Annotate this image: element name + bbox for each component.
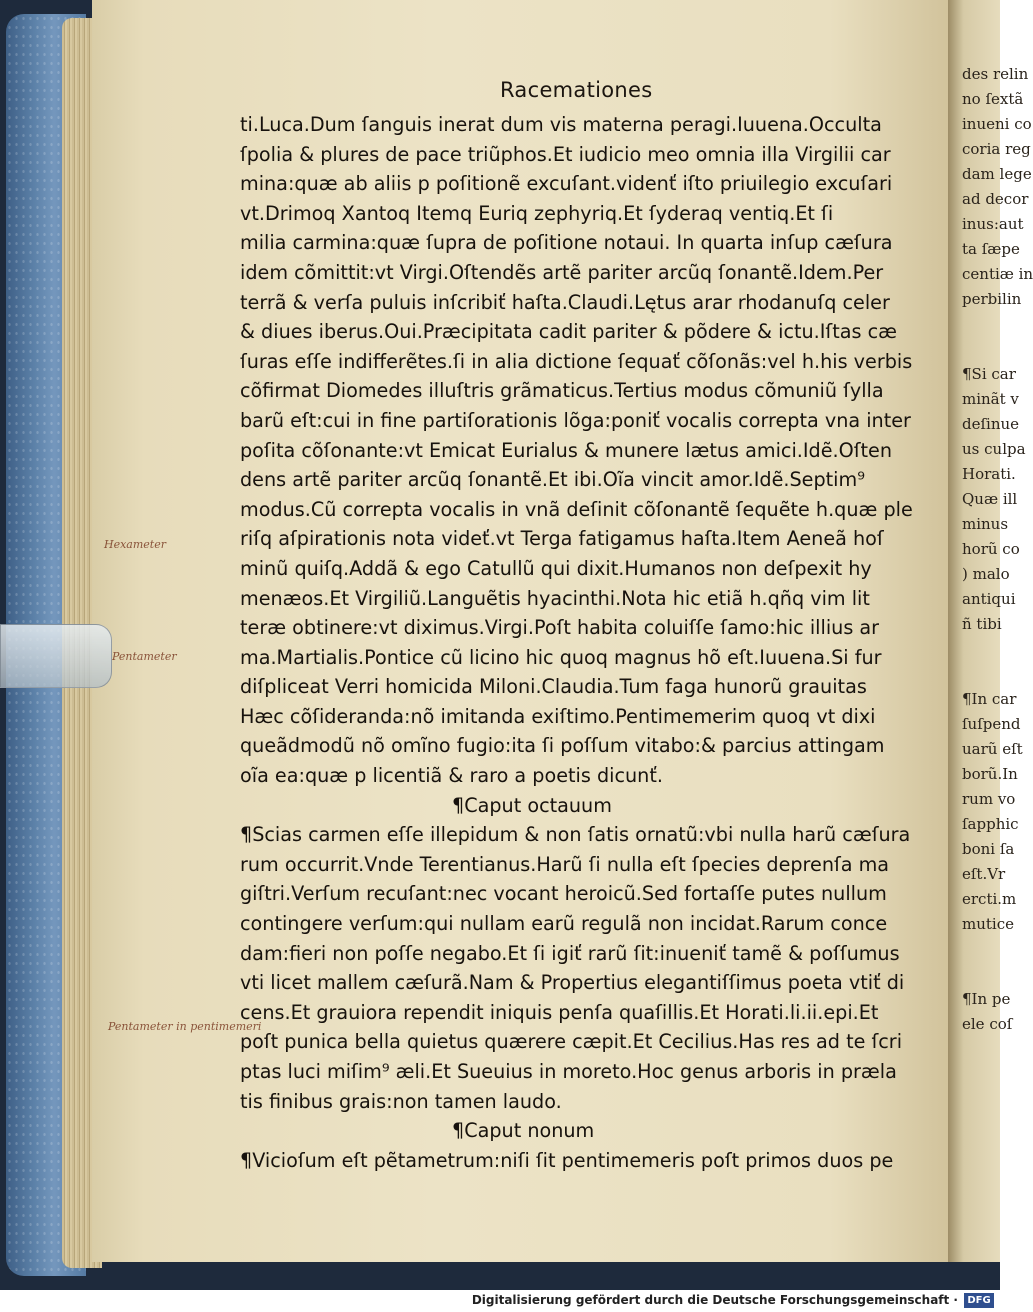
text-line: ¶In car xyxy=(962,690,1017,708)
text-line: diſpliceat Verri homicida Miloni.Claudia.Tum faga hunorũ grauitas xyxy=(240,675,867,699)
text-line: vti licet mallem cæſurã.Nam & Propertius elegantiſſimus poeta vtiť di xyxy=(240,971,905,995)
text-line: modus.Cũ correpta vocalis in vnã deſinit cõſonantẽ ſequẽte h.quæ ple xyxy=(240,497,913,521)
main-text xyxy=(240,110,913,1175)
text-line: rum occurrit.Vnde Terentianus.Harũ ſi nulla eſt ſpecies deprenſa ma xyxy=(240,852,890,876)
text-line: ſapphic xyxy=(962,815,1019,833)
text-line: ercti.m xyxy=(962,890,1017,908)
text-line: poſt punica bella quietus quærere cæpit.Et Cecilius.Has res ad te ſcri xyxy=(240,1030,903,1054)
paragraph-chapter-8 xyxy=(240,820,911,1116)
text-line: ſuras eſſe indifferẽtes.ſi in alia dictione ſequať cõſonãs:vel h.his verbis xyxy=(240,349,913,373)
text-line: dam lege xyxy=(962,165,1032,183)
chapter-heading-8: ¶Caput octauum xyxy=(452,793,612,817)
marginal-note: Hexameter xyxy=(104,538,166,551)
text-line: ta ſæpe xyxy=(962,240,1020,258)
funding-credit: Digitalisierung gefördert durch die Deutsche Forschungsgemeinschaft · xyxy=(471,1293,958,1307)
text-line: riſq aſpirationis nota videť.vt Terga fatigamus haſta.Item Aeneã hoſ xyxy=(240,527,884,551)
text-line: & diues iberus.Oui.Præcipitata cadit pariter & põdere & ictu.Iſtas cæ xyxy=(240,320,897,344)
text-line: rum vo xyxy=(962,790,1016,808)
text-line: ptas luci miſim⁹ æli.Et Sueuius in moreto.Hoc genus arboris in præla xyxy=(240,1060,897,1083)
text-line: uarũ eſt xyxy=(962,740,1023,758)
text-line: minũ quiſq.Addã & ego Catullũ qui dixit.Humanos non deſpexit hy xyxy=(240,556,872,580)
text-line: Quæ ill xyxy=(962,490,1018,508)
chapter-heading-9: ¶Caput nonum xyxy=(452,1119,595,1143)
text-line: poſita cõſonante:vt Emicat Eurialus & munere lætus amici.Idẽ.Oſten xyxy=(240,438,892,462)
text-line: tis finibus grais:non tamen laudo. xyxy=(240,1089,562,1113)
facing-page-text xyxy=(948,0,1033,1037)
text-line: dam:fieri non poſſe negabo.Et ſi igiť rarũ ſit:inueniť tamẽ & poſſumus xyxy=(240,941,900,965)
footer-bar xyxy=(0,1290,1000,1312)
text-line xyxy=(948,962,1000,987)
text-line xyxy=(948,312,1000,337)
text-line: coria reg xyxy=(962,140,1031,158)
text-line: us culpa xyxy=(962,440,1026,458)
text-line: boni ſa xyxy=(962,840,1015,858)
text-line: deſinue xyxy=(962,415,1020,433)
marginal-note: Pentameter in pentimemeri xyxy=(108,1020,262,1033)
text-line: ſpolia & plures de pace triũphos.Et iudicio meo omnia illa Virgilii car xyxy=(240,142,891,166)
text-line: mutice xyxy=(962,915,1014,933)
text-line: ¶Si car xyxy=(962,365,1016,383)
marginal-note: Pentameter xyxy=(112,650,177,663)
text-line: antiqui xyxy=(962,590,1016,608)
text-line: no ſextã xyxy=(962,90,1024,108)
text-line: inus:aut xyxy=(962,215,1024,233)
text-line: vt.Drimoq Xantoq Itemq Euriq zephyriq.Et ſyderaq ventiq.Et ſi xyxy=(240,201,834,225)
text-line: Horati. xyxy=(962,465,1016,483)
text-line: ma.Martialis.Pontice cũ licino hic quoq magnus hõ eſt.Iuuena.Si fur xyxy=(240,645,882,669)
bookmark-strip xyxy=(0,624,112,688)
text-line: inueni co xyxy=(962,115,1032,133)
text-line: perbilin xyxy=(962,290,1022,308)
text-line: cens.Et grauiora rependit iniquis penſa quaſillis.Et Horati.li.ii.epi.Et xyxy=(240,1000,879,1024)
text-line: ad decor xyxy=(962,190,1029,208)
text-line: terrã & verſa puluis inſcribiť haſta.Claudi.Lętus arar rhodanuſq celer xyxy=(240,290,890,314)
text-line: menæos.Et Virgiliũ.Languẽtis hyacinthi.Nota hic etiã h.qñq vim lit xyxy=(240,586,870,610)
text-line: centiæ in xyxy=(962,265,1033,283)
text-line xyxy=(948,937,1000,962)
text-line: Hæc cõſideranda:nõ imitanda exiſtimo.Pentimemerim quoq vt dixi xyxy=(240,704,876,728)
text-line: ¶Vicioſum eſt pẽtametrum:niſi ſit pentimemeris poſt primos duos pe xyxy=(240,1148,894,1172)
running-head: Racemationes xyxy=(500,78,653,102)
text-line: ti.Luca.Dum ſanguis inerat dum vis materna peragi.Iuuena.Occulta xyxy=(240,113,882,136)
text-line: milia carmina:quæ ſupra de poſitione notaui. In quarta inſup cæſura xyxy=(240,231,893,255)
text-line: ñ tibi xyxy=(962,615,1002,633)
paragraph-chapter-9 xyxy=(240,1146,900,1176)
text-line xyxy=(948,662,1000,687)
dfg-logo: DFG xyxy=(964,1293,994,1308)
text-line: barũ eſt:cui in fine partiſorationis lõga:poniť vocalis correpta vna inter xyxy=(240,408,911,432)
text-line: ¶Scias carmen eſſe illepidum & non ſatis ornatũ:vbi nulla harũ cæſura xyxy=(240,823,911,847)
text-line: teræ obtinere:vt diximus.Virgi.Poſt habita coluiſſe ſamo:hic illius ar xyxy=(240,616,880,640)
text-line: ſuſpend xyxy=(962,715,1021,733)
text-line: ¶In pe xyxy=(962,990,1011,1008)
text-line: eſt.Vr xyxy=(962,865,1006,883)
text-line: contingere verſum:qui nullam earũ regulã non incidat.Rarum conce xyxy=(240,912,888,936)
text-line: dens artẽ pariter arcũq ſonantẽ.Et ibi.Oĩa vincit amor.Idẽ.Septim⁹ xyxy=(240,468,865,492)
text-line: borũ.In xyxy=(962,765,1018,783)
text-line: idem cõmittit:vt Virgi.Oſtendẽs artẽ pariter arcũq ſonantẽ.Idem.Per xyxy=(240,260,884,284)
text-line xyxy=(948,637,1000,662)
text-line: mina:quæ ab aliis p poſitionẽ excuſant.videnť iſto priuilegio excuſari xyxy=(240,172,893,196)
text-line: des relin xyxy=(962,65,1029,83)
text-line: minãt v xyxy=(962,390,1019,408)
text-line: cõfirmat Diomedes illuſtris grãmaticus.Tertius modus cõmuniũ ſylla xyxy=(240,379,884,403)
text-line: horũ co xyxy=(962,540,1020,558)
text-line: oĩa ea:quæ p licentiã & raro a poetis dicunť. xyxy=(240,764,663,788)
text-line: minus xyxy=(962,515,1009,533)
text-line: giſtri.Verſum recuſant:nec vocant heroicũ.Sed fortaſſe putes nullum xyxy=(240,882,887,906)
facing-page xyxy=(948,0,1033,1262)
text-line xyxy=(948,337,1000,362)
text-line: ele coſ xyxy=(962,1015,1013,1033)
text-line: ) malo xyxy=(962,565,1010,583)
paragraph-main xyxy=(240,110,913,791)
text-line: queãdmodũ nõ omĩno fugio:ita ſi poſſum vitabo:& parcius attingam xyxy=(240,734,885,758)
